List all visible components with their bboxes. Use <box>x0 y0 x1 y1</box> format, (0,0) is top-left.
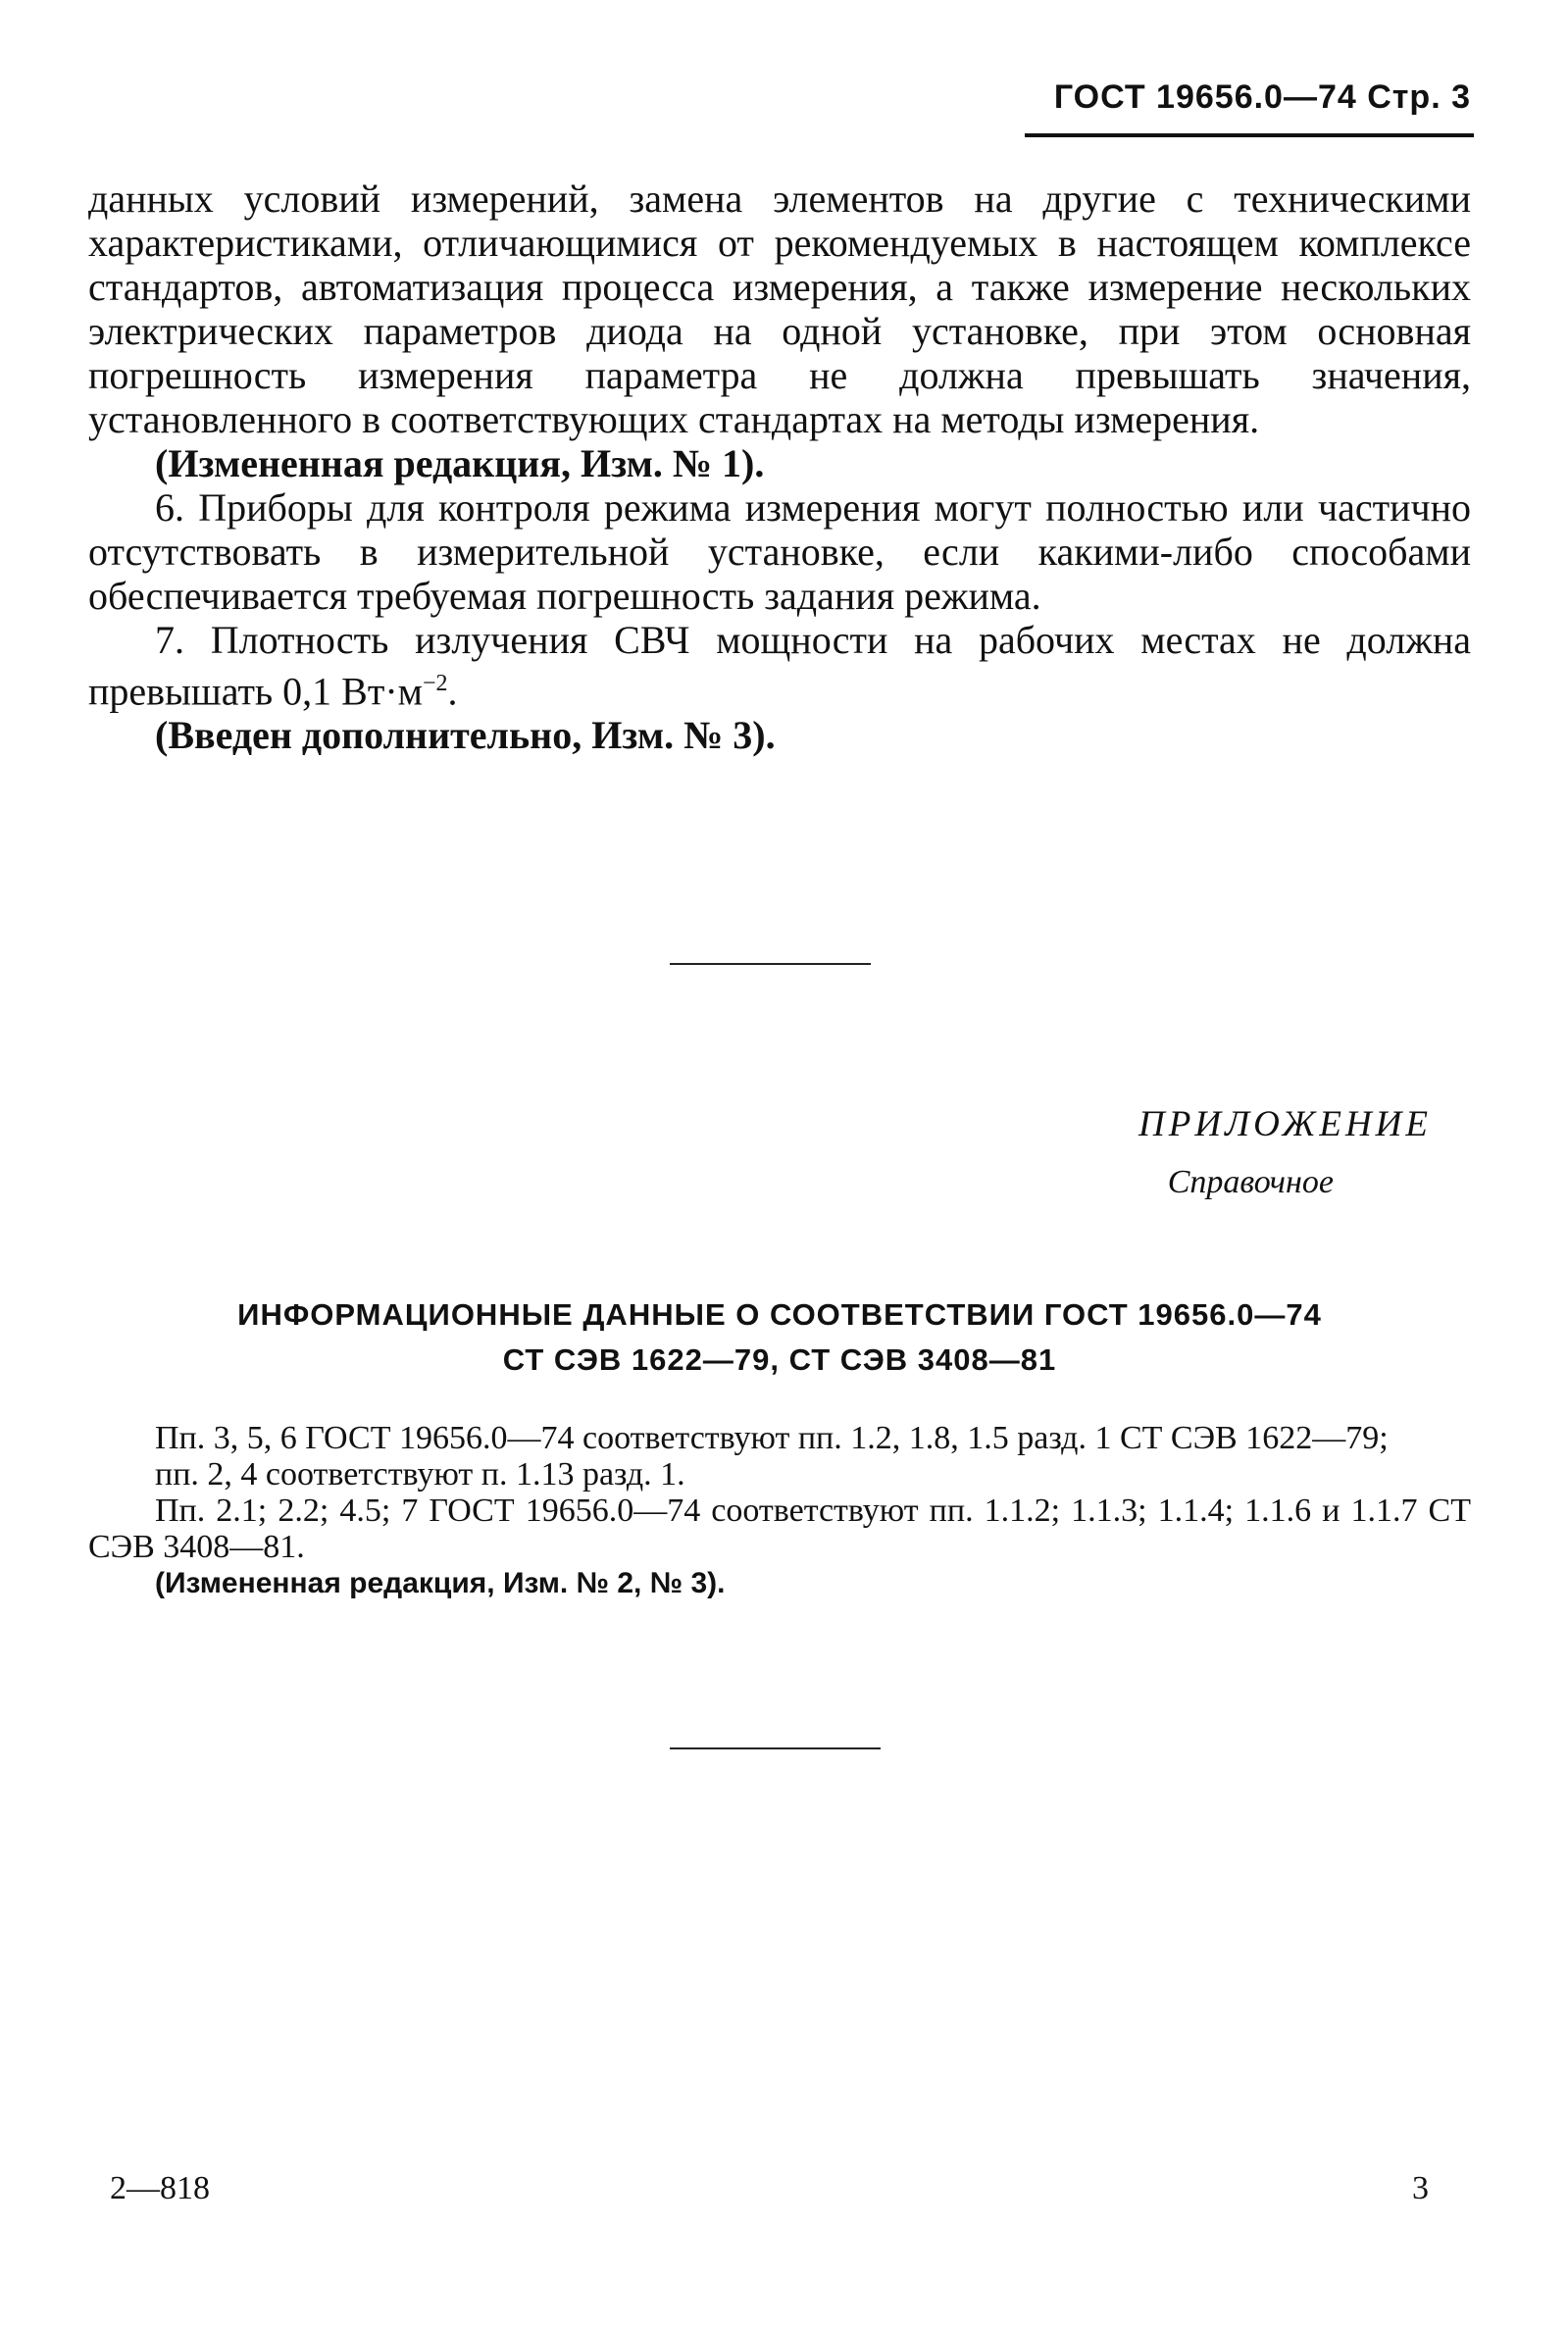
amendment-note-1: (Измененная редакция, Изм. № 1). <box>155 441 765 485</box>
info-text <box>88 1420 1471 1601</box>
page-header: ГОСТ 19656.0—74 Стр. 3 <box>1053 78 1471 116</box>
header-rule <box>1025 133 1474 137</box>
info-line: Пп. 2.1; 2.2; 4.5; 7 ГОСТ 19656.0—74 соответствуют пп. 1.1.2; 1.1.3; 1.1.4; 1.1.6 и 1.1.7 СТ СЭВ 3408—81. <box>88 1493 1471 1565</box>
info-heading-line-1: ИНФОРМАЦИОННЫЕ ДАННЫЕ О СООТВЕТСТВИИ ГОСТ 19656.0—74 <box>237 1297 1322 1332</box>
appendix-subtitle: Справочное <box>1167 1164 1334 1200</box>
appendix-title: ПРИЛОЖЕНИЕ <box>1138 1104 1432 1144</box>
paragraph-7 <box>88 618 1471 713</box>
amendment-note-3: (Введен дополнительно, Изм. № 3). <box>155 713 776 758</box>
separator-top <box>670 963 871 965</box>
main-text <box>88 177 1471 757</box>
info-amendment-note: (Измененная редакция, Изм. № 2, № 3). <box>155 1567 726 1599</box>
paragraph-6: 6. Приборы для контроля режима измерения могут полностью или частично отсутствовать в измерительной установке, если какими-либо способами обеспечивается требуемая погрешность задания режима. <box>88 485 1471 618</box>
footer-code: 2—818 <box>110 2170 210 2206</box>
paragraph-7-exponent: −2 <box>422 671 448 696</box>
info-heading <box>88 1292 1471 1383</box>
paragraph-7-end: . <box>447 669 458 714</box>
page-number: 3 <box>1412 2170 1429 2206</box>
separator-bottom <box>670 1747 881 1749</box>
paragraph-7-text: 7. Плотность излучения СВЧ мощности на рабочих местах не должна превышать 0,1 Вт·м <box>88 618 1471 714</box>
info-heading-line-2: СТ СЭВ 1622—79, СТ СЭВ 3408—81 <box>502 1342 1057 1377</box>
info-line: Пп. 3, 5, 6 ГОСТ 19656.0—74 соответствуют пп. 1.2, 1.8, 1.5 разд. 1 СТ СЭВ 1622—79; <box>155 1420 1389 1456</box>
paragraph-continuation: данных условий измерений, замена элементов на другие с техническими характеристиками, отличающимися от рекомендуемых в настоящем комплексе стандартов, автоматизация процесса измерения, а также измерение нескольких электрических параметров диода на одной установке, при этом основная погрешность измерения параметра не должна превышать значения, установленного в соответствующих стандартах на методы измерения. <box>88 177 1471 441</box>
info-line: пп. 2, 4 соответствуют п. 1.13 разд. 1. <box>155 1456 685 1493</box>
